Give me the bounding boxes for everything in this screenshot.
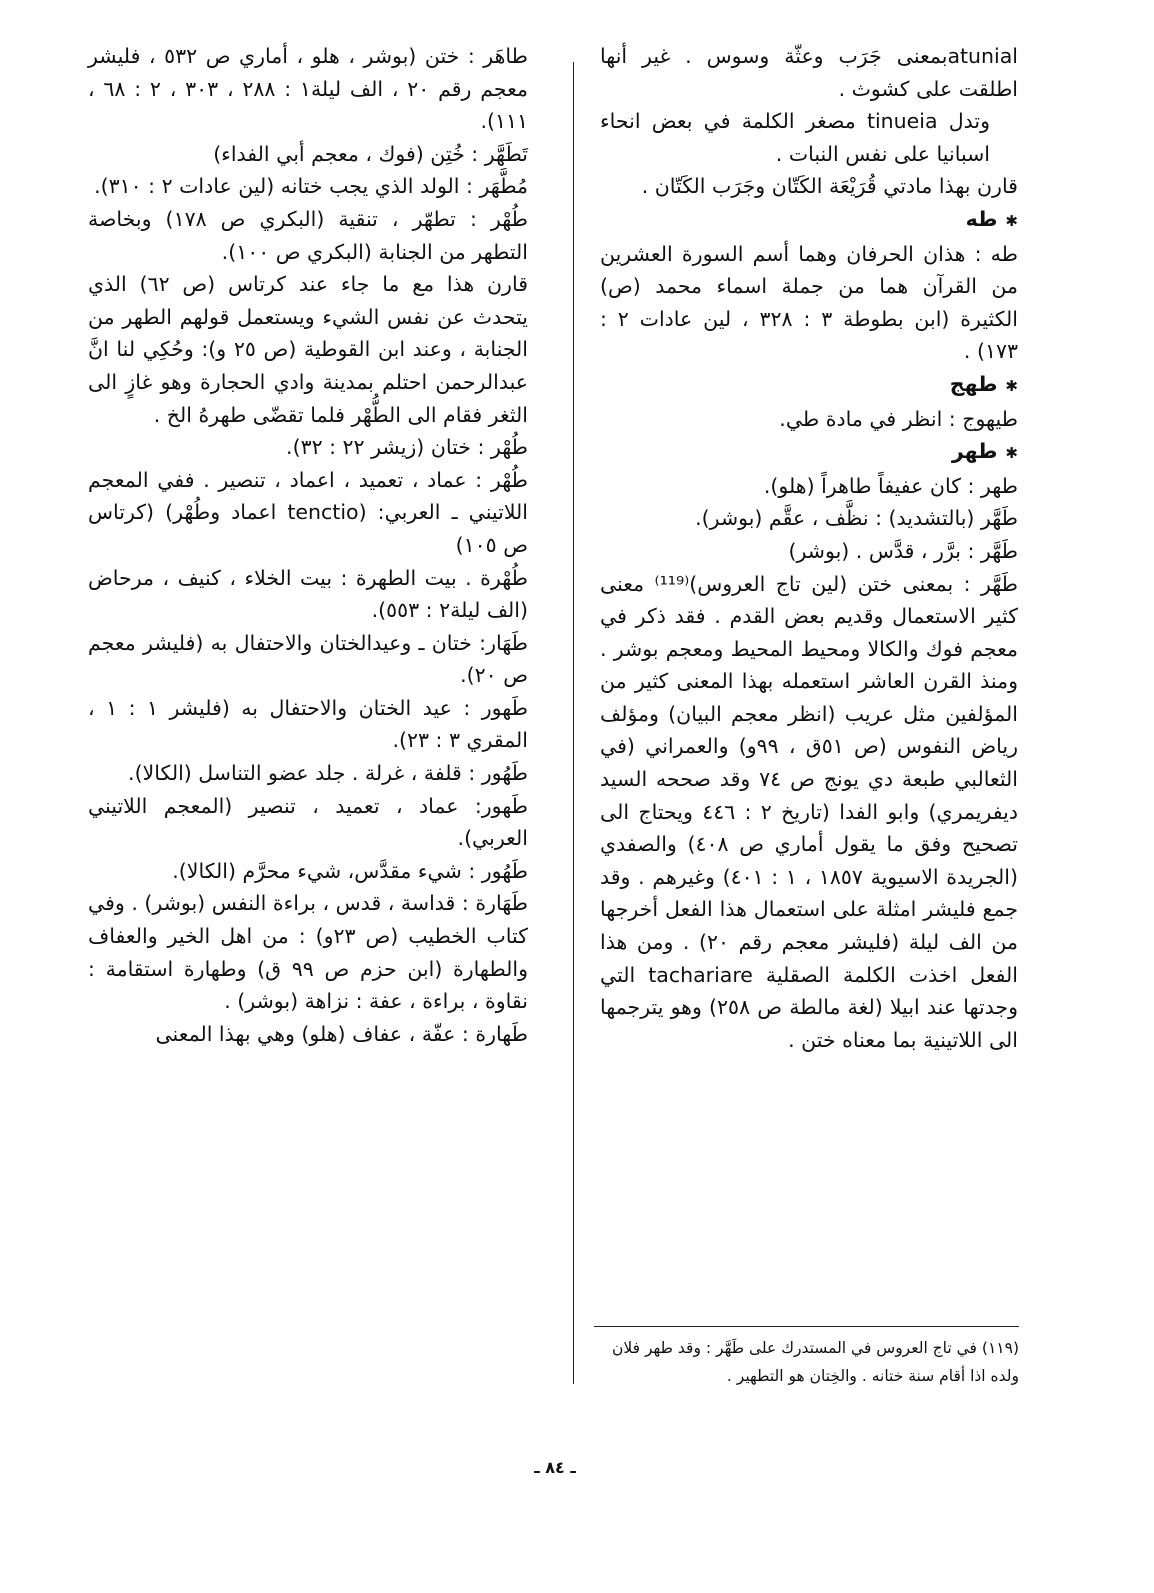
paragraph: تَطَهَّر : خُتِن (فوك ، معجم أبي الفداء) bbox=[213, 141, 528, 166]
paragraph: atunialبمعنى جَرَب وعثّة وسوس . غير أنها اطلقت على كشوث . bbox=[600, 44, 1018, 101]
footnote-line: ولده اذا أقام سنة ختانه . والخِتان هو التطهير . bbox=[726, 1367, 1019, 1385]
page-number: ـ ٨٤ ـ bbox=[534, 1458, 576, 1477]
paragraph: قارن بهذا مادتي قُرَيْعَة الكَتّان وجَرَب الكَتّان . bbox=[641, 174, 1018, 199]
paragraph: طَهارة : عفّة ، عفاف (هلو) وهي بهذا المعنى bbox=[155, 1021, 528, 1046]
entry-heading bbox=[600, 203, 1018, 238]
entry-heading bbox=[600, 368, 1018, 403]
paragraph: طَهَّر : بمعنى ختن (لين تاج العروس)⁽¹¹⁹⁾ معنى كثير الاستعمال وقديم بعض القدم . فقد ذكر في معجم فوك والكالا ومحيط المحيط ومعجم بوشر . ومنذ القرن العاشر استعمله بهذا المعنى كثير من المؤلفين مثل عريب (انظر معجم البيان) ومؤلف رياض النفوس (ص ٥١ق ، ٩٩و) والعمراني (في الثعالبي طبعة دي يونج ص ٧٤ وقد صححه السيد ديفريمري) وابو الفدا (تاريخ ٢ : ٤٤٦ ويحتاج الى تصحيح وفق ما يقول أماري ص ٤٠٨) والصفدي (الجريدة الاسيوية ١٨٥٧ ، ١ : ٤٠١) وغيرهم . وقد جمع فليشر امثلة على استعمال هذا الفعل أخرجها من الف ليلة (فليشر معجم رقم ٢٠) . ومن هذا الفعل اخذت الكلمة الصقلية tachariare التي وجدتها عند ابيلا (لغة مالطة ص ٢٥٨) وهو يترجمها الى اللاتينية بما معناه ختن . bbox=[600, 571, 1019, 1052]
paragraph: طَهَّر : برَّر ، قدَّس . (بوشر) bbox=[788, 538, 1018, 563]
paragraph: مُطَّهَر : الولد الذي يجب ختانه (لين عادات ٢ : ٣١٠). bbox=[94, 174, 528, 199]
paragraph: طَهور: عماد ، تعميد ، تنصير (المعجم اللاتيني العربي). bbox=[88, 793, 528, 851]
paragraph: طَهور : عيد الختان والاحتفال به (فليشر ١ : ١ ، المقري ٣ : ٢٣). bbox=[88, 695, 528, 753]
paragraph: طَهَار: ختان ـ وعيدالختان والاحتفال به (فليشر معجم ص ٢٠). bbox=[88, 630, 528, 688]
paragraph: قارن هذا مع ما جاء عند كرتاس (ص ٦٢) الذي يتحدث عن نفس الشيء ويستعمل قولهم الطهر من الجنابة ، وعند ابن القوطية (ص ٢٥ و): وحُكِي لنا انَّ عبدالرحمن احتلم بمدينة وادي الحجارة وهو غازٍ الى الثغر فقام الى الطُّهْر فلما تقضّى طهرهُ الخ . bbox=[88, 272, 528, 427]
entry-heading bbox=[600, 435, 1018, 470]
paragraph: طَهَّر (بالتشديد) : نظَّف ، عقَّم (بوشر). bbox=[695, 506, 1018, 531]
paragraph: طيهوج : انظر في مادة طي. bbox=[779, 406, 1018, 431]
paragraph: طه : هذان الحرفان وهما أسم السورة العشرين من القرآن هما من جملة اسماء محمد (ص) الكثيرة (ابن بطوطة ٣ : ٣٢٨ ، لين عادات ٢ : ١٧٣) . bbox=[600, 241, 1018, 364]
paragraph: طاهَر : ختن (بوشر ، هلو ، أماري ص ٥٣٢ ، فليشر معجم رقم ٢٠ ، الف ليلة١ : ٢٨٨ ، ٣٠٣ ، ٢ : ٦٨ ، ١١١). bbox=[88, 44, 528, 134]
entry-heading-text: طهر bbox=[951, 439, 998, 464]
footnote-line: (١١٩) في تاج العروس في المستدرك على طَهَّر : وقد طهر فلان bbox=[611, 1339, 1019, 1357]
paragraph: طَهُور : شيء مقدَّس، شيء محرَّم (الكالا). bbox=[172, 858, 528, 883]
entry-heading-text: طه bbox=[965, 206, 998, 231]
paragraph: طُهْر : تطهّر ، تنقية (البكري ص ١٧٨) وبخاصة التطهر من الجنابة (البكري ص ١٠٠). bbox=[88, 206, 529, 264]
entry-heading-text: طهج bbox=[949, 371, 998, 396]
paragraph: طَهُور : قلفة ، غرلة . جلد عضو التناسل (الكالا). bbox=[128, 761, 528, 786]
paragraph: طُهْرة . بيت الطهرة : بيت الخلاء ، كنيف ، مرحاض (الف ليلة٢ : ٥٥٣). bbox=[88, 565, 528, 623]
paragraph: طهر : كان عفيفاً طاهراً (هلو). bbox=[763, 473, 1018, 498]
paragraph: طَهَارة : قداسة ، قدس ، براءة النفس (بوشر) . وفي كتاب الخطيب (ص ٢٣و) : من اهل الخير والعفاف والطهارة (ابن حزم ص ٩٩ ق) وطهارة استقامة : نقاوة ، براءة ، عفة : نزاهة (بوشر) . bbox=[88, 891, 528, 1014]
paragraph: وتدل tinueia مصغر الكلمة في بعض انحاء اسبانيا على نفس النبات . bbox=[600, 109, 990, 166]
paragraph: طُهْر : عماد ، تعميد ، اعماد ، تنصير . ففي المعجم اللاتيني ـ العربي: (tenctio اعماد وطُهْر) (كرتاس ص ١٠٥) bbox=[88, 467, 528, 557]
paragraph: طُهْر : ختان (زيشر ٢٢ : ٣٢). bbox=[286, 435, 528, 460]
asterisk-icon: ✱ bbox=[1005, 376, 1018, 395]
right-column bbox=[600, 40, 1018, 1056]
footnote bbox=[594, 1334, 1019, 1390]
asterisk-icon: ✱ bbox=[1005, 211, 1018, 230]
left-column bbox=[88, 40, 528, 1050]
column-divider bbox=[573, 62, 574, 1384]
footnote-rule bbox=[594, 1326, 1019, 1327]
asterisk-icon: ✱ bbox=[1005, 444, 1018, 463]
